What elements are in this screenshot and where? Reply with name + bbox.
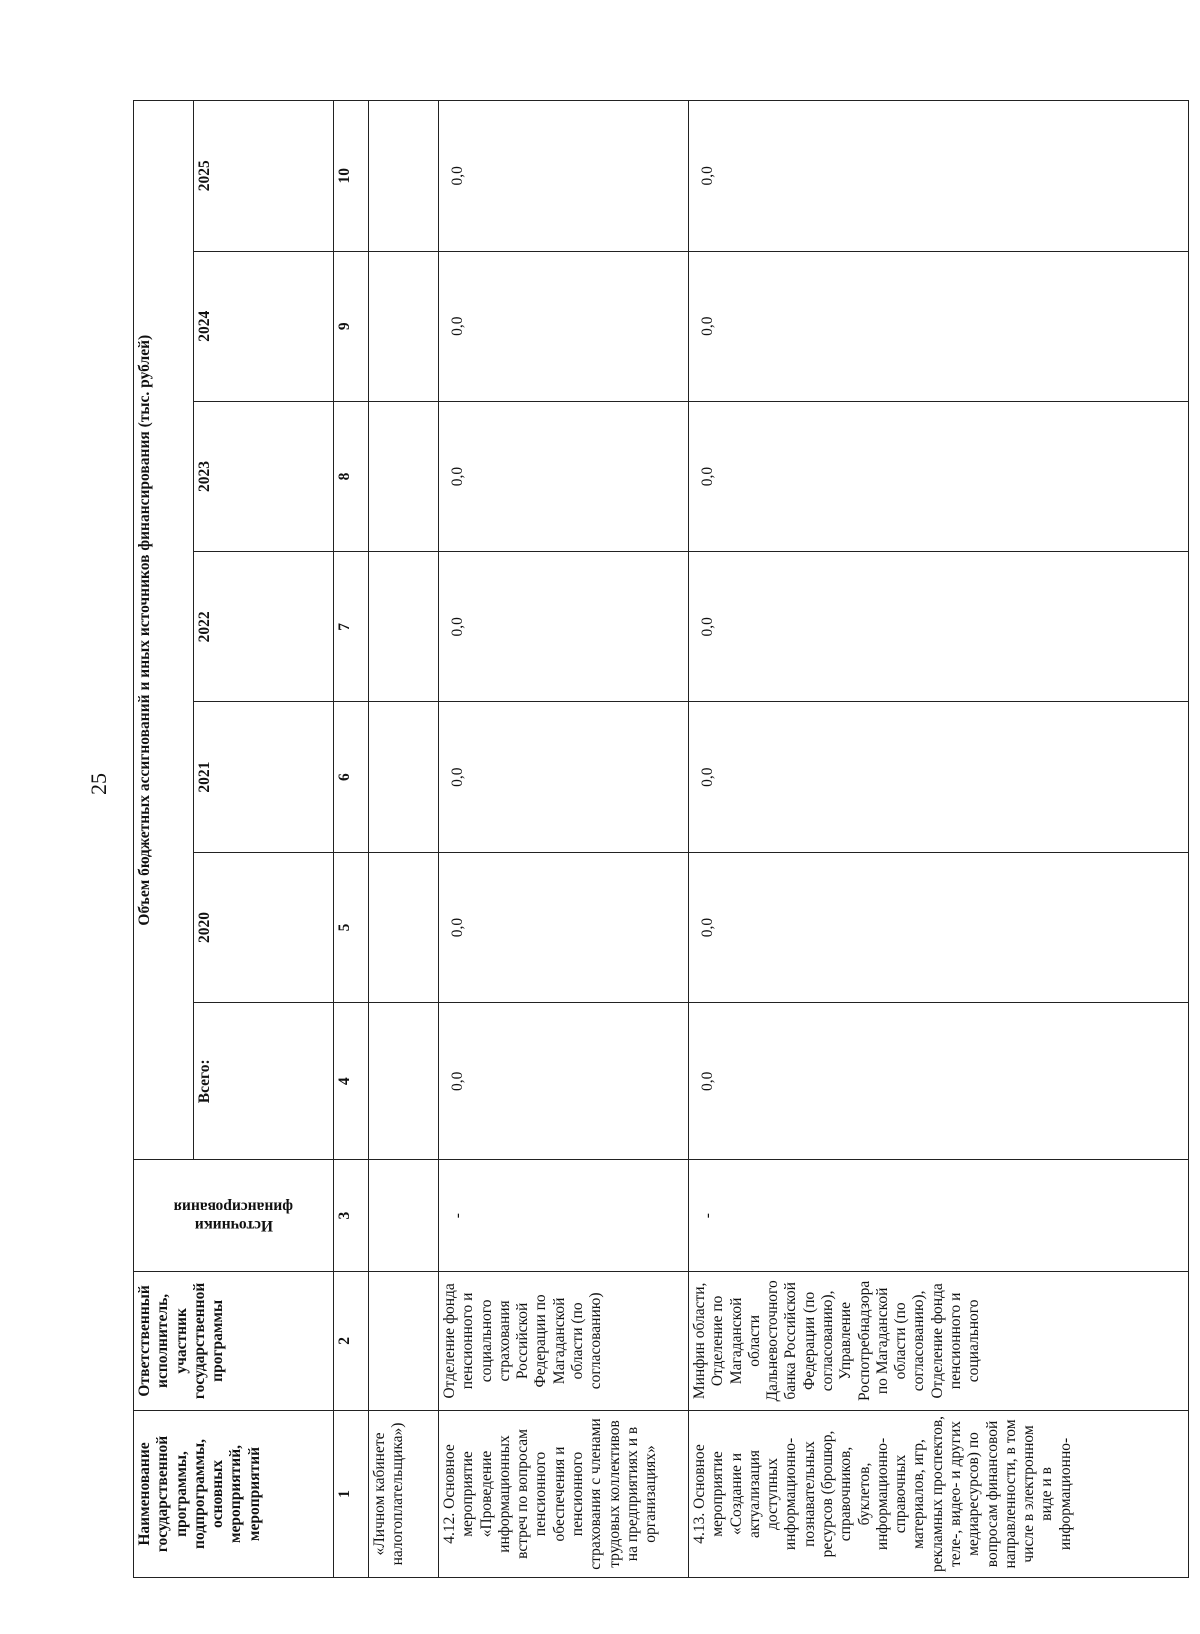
table-row bbox=[369, 101, 439, 1578]
header-year: 2023 bbox=[194, 401, 334, 551]
row-value: 0,0 bbox=[689, 401, 1189, 551]
header-source: Источники финансирования bbox=[134, 1160, 334, 1271]
row-source bbox=[369, 1160, 439, 1271]
row-source: - bbox=[689, 1160, 1189, 1271]
header-year: 2021 bbox=[194, 702, 334, 852]
row-executor: Отделение фонда пенсионного и социального страхования Российской Федерации по Магаданской области (по согласованию) bbox=[439, 1271, 689, 1410]
row-value bbox=[369, 552, 439, 702]
row-value: 0,0 bbox=[439, 401, 689, 551]
row-value: 0,0 bbox=[439, 552, 689, 702]
row-value: 0,0 bbox=[439, 702, 689, 852]
row-value: 0,0 bbox=[689, 852, 1189, 1002]
funding-table bbox=[133, 100, 1189, 1578]
row-value bbox=[369, 852, 439, 1002]
header-name: Наименование государственной программы, подпрограммы, основных мероприятий, мероприятий bbox=[134, 1410, 334, 1577]
header-year: 2025 bbox=[194, 101, 334, 252]
col-number: 6 bbox=[334, 702, 369, 852]
col-number: 1 bbox=[334, 1410, 369, 1577]
row-source: - bbox=[439, 1160, 689, 1271]
header-funding: Объем бюджетных ассигнований и иных источников финансирования (тыс. рублей) bbox=[134, 101, 194, 1160]
row-value: 0,0 bbox=[689, 702, 1189, 852]
row-value: 0,0 bbox=[689, 552, 1189, 702]
row-value: 0,0 bbox=[689, 251, 1189, 401]
row-name: «Личном кабинете налогоплательщика») bbox=[369, 1410, 439, 1577]
row-value: 0,0 bbox=[689, 101, 1189, 252]
table-row bbox=[439, 101, 689, 1578]
row-value bbox=[369, 251, 439, 401]
table-wrapper bbox=[133, 100, 1183, 1578]
table-row bbox=[689, 101, 1189, 1578]
row-value: 0,0 bbox=[439, 101, 689, 252]
row-executor bbox=[369, 1271, 439, 1410]
header-year: 2020 bbox=[194, 852, 334, 1002]
rotated-table bbox=[133, 100, 1183, 1578]
page-number: 25 bbox=[86, 773, 111, 795]
row-executor: Минфин области, Отделение по Магаданской области Дальневосточного банка Российской Федерации (по согласованию), Управление Роспотребнадзора по Магаданской области (по согласованию), Отделение фонда пенсионного и социального bbox=[689, 1271, 1189, 1410]
row-value: 0,0 bbox=[439, 1003, 689, 1160]
header-executor: Ответственный исполнитель, участник государственной программы bbox=[134, 1271, 334, 1410]
row-value: 0,0 bbox=[439, 852, 689, 1002]
header-total: Всего: bbox=[194, 1003, 334, 1160]
col-number: 4 bbox=[334, 1003, 369, 1160]
row-name: 4.12. Основное мероприятие «Проведение информационных встреч по вопросам пенсионного обеспечения и пенсионного страхования с членами трудовых коллективов на предприятиях и в организациях» bbox=[439, 1410, 689, 1577]
col-number: 7 bbox=[334, 552, 369, 702]
header-year: 2022 bbox=[194, 552, 334, 702]
column-numbers-row bbox=[334, 101, 369, 1578]
row-value bbox=[369, 101, 439, 252]
row-value: 0,0 bbox=[689, 1003, 1189, 1160]
col-number: 3 bbox=[334, 1160, 369, 1271]
row-name: 4.13. Основное мероприятие «Создание и актуализация доступных информационно-познавательных ресурсов (брошюр, справочников, буклетов, информационно-справочных материалов, игр, рекламных проспектов, теле-, видео- и других медиаресурсов) по вопросам финансовой направленности, в том числе в электронном виде и в информационно- bbox=[689, 1410, 1189, 1577]
col-number: 9 bbox=[334, 251, 369, 401]
col-number: 2 bbox=[334, 1271, 369, 1410]
row-value bbox=[369, 702, 439, 852]
row-value: 0,0 bbox=[439, 251, 689, 401]
row-value bbox=[369, 1003, 439, 1160]
row-value bbox=[369, 401, 439, 551]
col-number: 10 bbox=[334, 101, 369, 252]
col-number: 8 bbox=[334, 401, 369, 551]
header-year: 2024 bbox=[194, 251, 334, 401]
col-number: 5 bbox=[334, 852, 369, 1002]
